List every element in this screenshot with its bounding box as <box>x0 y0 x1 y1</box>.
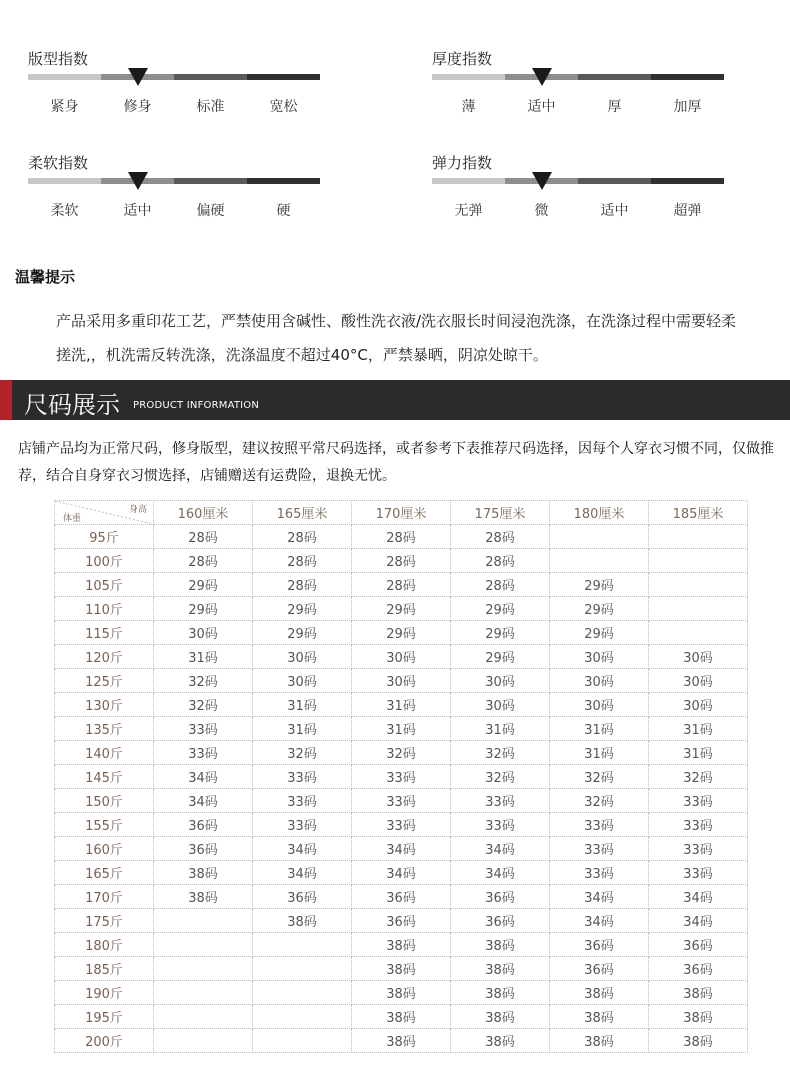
weight-cell: 125斤 <box>55 669 154 693</box>
size-cell: 29码 <box>451 645 550 669</box>
size-cell: 29码 <box>253 597 352 621</box>
weight-cell: 195斤 <box>55 1005 154 1029</box>
size-cell: 30码 <box>352 669 451 693</box>
size-cell: 31码 <box>451 717 550 741</box>
weight-cell: 130斤 <box>55 693 154 717</box>
size-cell: 36码 <box>154 813 253 837</box>
size-cell: 28码 <box>352 525 451 549</box>
weight-cell: 180斤 <box>55 933 154 957</box>
weight-cell: 170斤 <box>55 885 154 909</box>
size-cell: 33码 <box>649 837 748 861</box>
index-label: 柔软 <box>50 203 79 219</box>
weight-cell: 190斤 <box>55 981 154 1005</box>
size-cell: 30码 <box>649 669 748 693</box>
size-cell: 29码 <box>352 621 451 645</box>
size-cell: 32码 <box>649 765 748 789</box>
size-cell: 28码 <box>352 573 451 597</box>
table-row <box>55 981 748 1005</box>
size-cell: 33码 <box>649 789 748 813</box>
bar-segment <box>28 74 101 80</box>
pointer-icon <box>532 172 552 190</box>
bar-segment <box>578 178 651 184</box>
size-cell: 36码 <box>352 885 451 909</box>
weight-cell: 95斤 <box>55 525 154 549</box>
size-cell <box>154 909 253 933</box>
size-cell: 38码 <box>154 861 253 885</box>
table-row <box>55 789 748 813</box>
table-row <box>55 957 748 981</box>
table-row <box>55 909 748 933</box>
size-cell: 32码 <box>154 669 253 693</box>
table-header-row <box>55 501 748 525</box>
height-header: 185厘米 <box>649 501 748 525</box>
size-cell: 28码 <box>451 525 550 549</box>
index-label: 修身 <box>123 99 152 115</box>
table-row <box>55 597 748 621</box>
size-cell: 33码 <box>154 717 253 741</box>
size-cell: 31码 <box>253 693 352 717</box>
weight-cell: 175斤 <box>55 909 154 933</box>
pointer-icon <box>128 68 148 86</box>
size-cell <box>550 525 649 549</box>
size-cell: 29码 <box>451 621 550 645</box>
size-cell: 36码 <box>352 909 451 933</box>
header-accent <box>0 380 12 420</box>
index-label: 厚 <box>607 99 622 115</box>
size-cell: 38码 <box>550 981 649 1005</box>
index-label: 偏硬 <box>196 203 225 219</box>
size-cell: 30码 <box>550 669 649 693</box>
size-cell: 38码 <box>451 1005 550 1029</box>
size-cell: 30码 <box>352 645 451 669</box>
size-cell: 30码 <box>550 693 649 717</box>
size-cell: 33码 <box>649 861 748 885</box>
size-cell: 38码 <box>451 957 550 981</box>
size-cell: 38码 <box>352 981 451 1005</box>
size-cell: 30码 <box>550 645 649 669</box>
size-cell: 28码 <box>154 549 253 573</box>
weight-cell: 145斤 <box>55 765 154 789</box>
tips-text: 产品采用多重印花工艺，严禁使用含碱性、酸性洗衣液/洗衣服长时间浸泡洗涤，在洗涤过程中需要轻柔搓洗,，机洗需反转洗涤，洗涤温度不超过40°C，严禁暴晒，阴凉处晾干。 <box>56 312 737 364</box>
size-cell <box>253 933 352 957</box>
bar-segment <box>247 178 320 184</box>
weight-cell: 135斤 <box>55 717 154 741</box>
table-row <box>55 645 748 669</box>
bar-segment <box>432 178 505 184</box>
index-label: 超弹 <box>673 203 702 219</box>
index-bar <box>432 178 724 184</box>
size-cell <box>154 957 253 981</box>
size-cell: 29码 <box>352 597 451 621</box>
size-cell: 33码 <box>550 837 649 861</box>
size-section-header <box>0 380 790 420</box>
size-cell: 32码 <box>253 741 352 765</box>
bar-segment <box>174 74 247 80</box>
size-cell: 34码 <box>352 861 451 885</box>
size-cell <box>253 1005 352 1029</box>
size-cell: 38码 <box>649 981 748 1005</box>
index-labels <box>432 200 724 220</box>
table-row <box>55 1005 748 1029</box>
size-cell: 30码 <box>451 693 550 717</box>
index-thickness <box>432 48 724 116</box>
index-title: 厚度指数 <box>432 50 493 68</box>
size-cell: 33码 <box>352 765 451 789</box>
size-cell: 31码 <box>649 717 748 741</box>
size-cell <box>154 1005 253 1029</box>
size-cell: 36码 <box>451 885 550 909</box>
size-table <box>54 500 748 1053</box>
table-row <box>55 741 748 765</box>
size-section-title: 尺码展示 <box>24 391 120 419</box>
index-bar <box>28 74 320 80</box>
size-cell: 32码 <box>550 765 649 789</box>
size-cell: 30码 <box>154 621 253 645</box>
bar-segment <box>247 74 320 80</box>
size-cell: 32码 <box>550 789 649 813</box>
size-cell: 34码 <box>649 909 748 933</box>
bar-segment <box>651 74 724 80</box>
size-cell: 34码 <box>253 861 352 885</box>
size-cell: 38码 <box>451 981 550 1005</box>
weight-cell: 200斤 <box>55 1029 154 1053</box>
index-label: 硬 <box>276 203 291 219</box>
size-cell: 33码 <box>649 813 748 837</box>
pointer-icon <box>128 172 148 190</box>
size-cell: 34码 <box>154 765 253 789</box>
index-label: 紧身 <box>50 99 79 115</box>
size-cell: 29码 <box>550 597 649 621</box>
size-cell: 33码 <box>451 789 550 813</box>
weight-cell: 140斤 <box>55 741 154 765</box>
weight-cell: 185斤 <box>55 957 154 981</box>
size-cell: 28码 <box>451 573 550 597</box>
size-cell: 36码 <box>649 933 748 957</box>
table-row <box>55 933 748 957</box>
size-cell: 33码 <box>253 765 352 789</box>
size-cell: 30码 <box>649 693 748 717</box>
weight-cell: 115斤 <box>55 621 154 645</box>
size-cell: 38码 <box>154 885 253 909</box>
table-row <box>55 693 748 717</box>
size-cell: 36码 <box>253 885 352 909</box>
index-label: 宽松 <box>269 99 298 115</box>
size-cell: 38码 <box>550 1005 649 1029</box>
corner-height-label: 身高 <box>128 505 147 515</box>
table-row <box>55 717 748 741</box>
table-row <box>55 549 748 573</box>
height-header: 175厘米 <box>451 501 550 525</box>
size-cell: 30码 <box>253 669 352 693</box>
size-cell: 38码 <box>451 1029 550 1053</box>
index-labels <box>28 200 320 220</box>
size-cell: 29码 <box>253 621 352 645</box>
size-cell: 29码 <box>154 597 253 621</box>
bar-segment <box>578 74 651 80</box>
index-label: 加厚 <box>673 99 702 115</box>
table-row <box>55 765 748 789</box>
size-cell: 31码 <box>352 717 451 741</box>
table-row <box>55 837 748 861</box>
size-cell: 38码 <box>649 1005 748 1029</box>
size-cell: 30码 <box>253 645 352 669</box>
table-corner <box>55 501 154 525</box>
size-cell: 30码 <box>451 669 550 693</box>
index-label: 适中 <box>527 99 556 115</box>
index-elasticity <box>432 152 724 220</box>
index-title: 柔软指数 <box>28 154 89 172</box>
size-cell <box>649 525 748 549</box>
size-cell: 33码 <box>550 813 649 837</box>
index-bar <box>28 178 320 184</box>
index-label: 无弹 <box>454 203 483 219</box>
size-cell: 33码 <box>550 861 649 885</box>
size-cell: 36码 <box>451 909 550 933</box>
height-header: 165厘米 <box>253 501 352 525</box>
size-cell: 31码 <box>253 717 352 741</box>
index-label: 薄 <box>461 99 476 115</box>
size-note: 店铺产品均为正常尺码，修身版型，建议按照平常尺码选择，或者参考下表推荐尺码选择，因每个人穿衣习惯不同，仅做推荐，结合自身穿衣习惯选择，店铺赠送有运费险，退换无忧。 <box>18 441 774 484</box>
size-cell: 29码 <box>154 573 253 597</box>
index-bar <box>432 74 724 80</box>
index-label: 适中 <box>600 203 629 219</box>
size-cell: 36码 <box>550 957 649 981</box>
size-cell: 29码 <box>550 621 649 645</box>
size-cell: 32码 <box>154 693 253 717</box>
weight-cell: 165斤 <box>55 861 154 885</box>
size-cell: 31码 <box>550 717 649 741</box>
size-cell: 36码 <box>154 837 253 861</box>
index-title: 弹力指数 <box>432 154 493 172</box>
size-cell: 34码 <box>451 861 550 885</box>
index-label: 适中 <box>123 203 152 219</box>
size-cell: 31码 <box>550 741 649 765</box>
table-row <box>55 573 748 597</box>
size-cell: 29码 <box>451 597 550 621</box>
size-cell: 29码 <box>550 573 649 597</box>
index-labels <box>28 96 320 116</box>
size-cell: 34码 <box>550 885 649 909</box>
size-cell: 31码 <box>649 741 748 765</box>
bar-segment <box>174 178 247 184</box>
size-cell: 33码 <box>352 789 451 813</box>
size-cell <box>154 933 253 957</box>
size-cell: 38码 <box>649 1029 748 1053</box>
weight-cell: 100斤 <box>55 549 154 573</box>
size-section-subtitle: PRODUCT INFORMATION <box>133 400 260 411</box>
size-cell: 34码 <box>451 837 550 861</box>
size-cell: 36码 <box>550 933 649 957</box>
size-cell: 28码 <box>253 549 352 573</box>
size-cell <box>649 597 748 621</box>
height-header: 160厘米 <box>154 501 253 525</box>
table-row <box>55 861 748 885</box>
size-cell <box>649 573 748 597</box>
size-cell <box>154 981 253 1005</box>
size-cell: 32码 <box>451 765 550 789</box>
table-row <box>55 669 748 693</box>
index-label: 标准 <box>196 99 225 115</box>
height-header: 170厘米 <box>352 501 451 525</box>
size-cell <box>253 981 352 1005</box>
size-cell: 30码 <box>649 645 748 669</box>
size-cell: 33码 <box>352 813 451 837</box>
weight-cell: 105斤 <box>55 573 154 597</box>
size-cell: 38码 <box>550 1029 649 1053</box>
size-cell: 28码 <box>451 549 550 573</box>
table-row <box>55 525 748 549</box>
height-header: 180厘米 <box>550 501 649 525</box>
size-cell: 38码 <box>253 909 352 933</box>
size-cell: 28码 <box>253 525 352 549</box>
size-cell: 38码 <box>352 1029 451 1053</box>
size-cell: 32码 <box>352 741 451 765</box>
weight-cell: 160斤 <box>55 837 154 861</box>
weight-cell: 110斤 <box>55 597 154 621</box>
size-cell <box>649 549 748 573</box>
size-cell: 34码 <box>352 837 451 861</box>
index-title: 版型指数 <box>28 50 89 68</box>
size-cell: 34码 <box>253 837 352 861</box>
table-body <box>55 525 748 1053</box>
size-cell: 32码 <box>451 741 550 765</box>
corner-weight-label: 体重 <box>63 514 82 524</box>
index-label: 微 <box>534 203 549 219</box>
index-softness <box>28 152 320 220</box>
size-cell <box>649 621 748 645</box>
size-cell: 38码 <box>352 957 451 981</box>
size-cell: 33码 <box>154 741 253 765</box>
table-row <box>55 1029 748 1053</box>
size-cell: 36码 <box>649 957 748 981</box>
size-cell: 38码 <box>352 933 451 957</box>
bar-segment <box>651 178 724 184</box>
size-cell: 28码 <box>154 525 253 549</box>
size-cell <box>253 957 352 981</box>
size-cell: 34码 <box>154 789 253 813</box>
weight-cell: 150斤 <box>55 789 154 813</box>
size-cell: 28码 <box>253 573 352 597</box>
size-cell: 31码 <box>154 645 253 669</box>
bar-segment <box>28 178 101 184</box>
size-cell: 31码 <box>352 693 451 717</box>
size-cell <box>550 549 649 573</box>
size-cell: 33码 <box>451 813 550 837</box>
size-cell: 38码 <box>352 1005 451 1029</box>
table-row <box>55 885 748 909</box>
size-cell <box>154 1029 253 1053</box>
size-cell: 33码 <box>253 789 352 813</box>
bar-segment <box>432 74 505 80</box>
weight-cell: 120斤 <box>55 645 154 669</box>
table-row <box>55 621 748 645</box>
tips-title: 温馨提示 <box>15 268 76 286</box>
table-row <box>55 813 748 837</box>
size-cell: 33码 <box>253 813 352 837</box>
size-cell: 34码 <box>649 885 748 909</box>
index-fit <box>28 48 320 116</box>
size-cell: 28码 <box>352 549 451 573</box>
pointer-icon <box>532 68 552 86</box>
size-cell: 34码 <box>550 909 649 933</box>
size-cell <box>253 1029 352 1053</box>
weight-cell: 155斤 <box>55 813 154 837</box>
size-cell: 38码 <box>451 933 550 957</box>
index-labels <box>432 96 724 116</box>
